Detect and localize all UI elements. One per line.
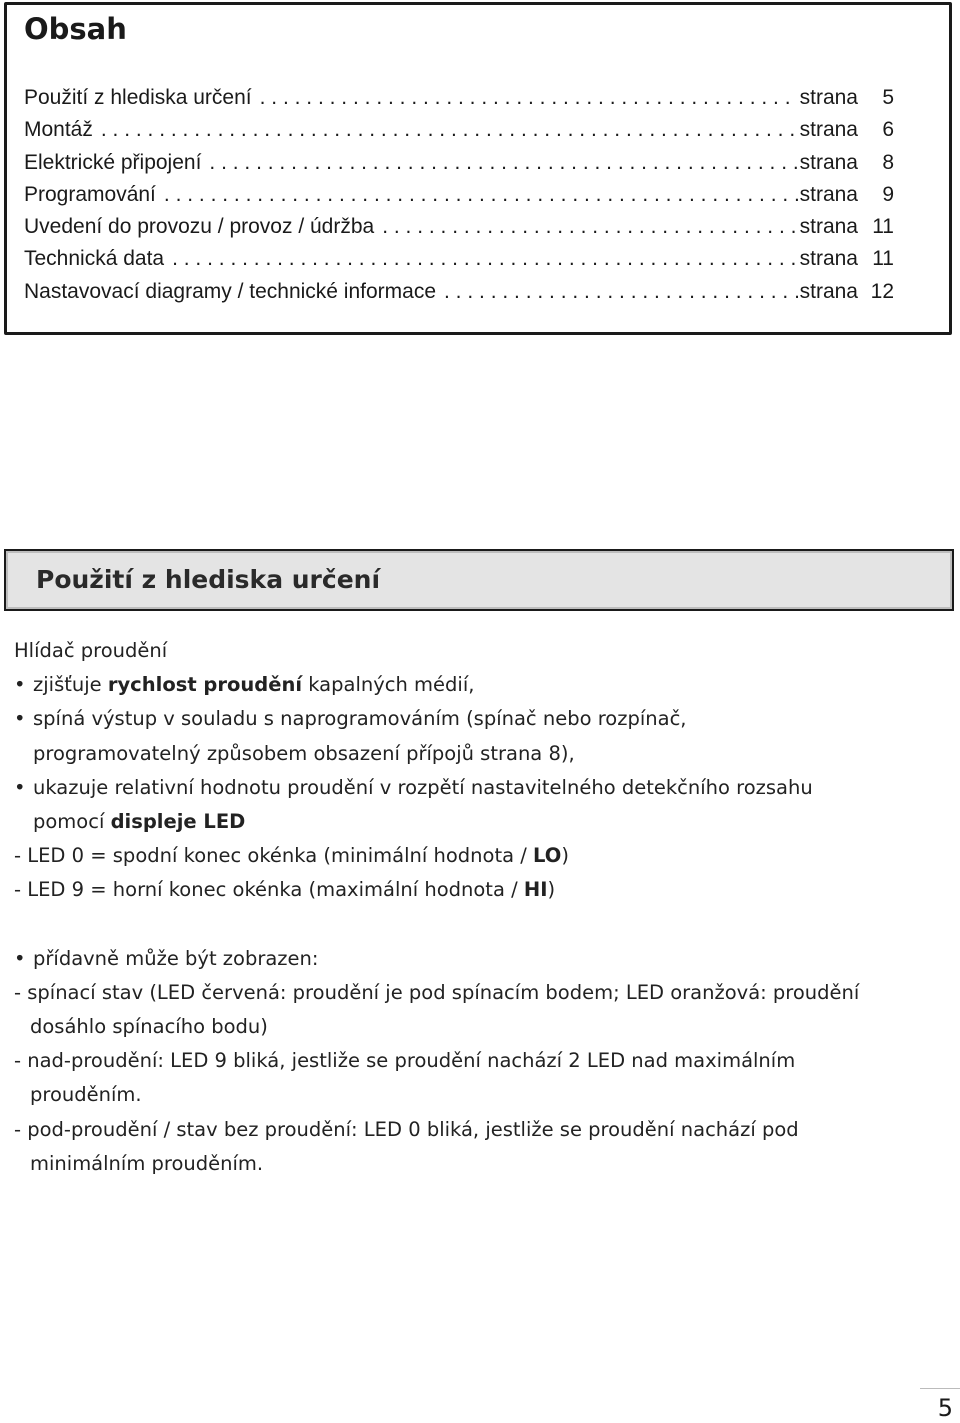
toc-leader-dots [164, 179, 798, 211]
toc-page-word: strana [799, 215, 858, 239]
toc-page-number: 11 [872, 247, 894, 271]
toc-entry-title: Použití z hlediska určení [24, 86, 252, 109]
toc-entry-title: Technická data [24, 247, 165, 271]
extra-item: - spínací stav (LED červená: proudění je pod spínacím bodem; LED oranžová: proudění [14, 980, 860, 1004]
spacer [14, 908, 934, 942]
toc-leader-dots [444, 276, 798, 308]
toc-leader-dots [382, 211, 797, 243]
bullet-item: • spíná výstup v souladu s naprogramováním (spínač nebo rozpínač, [14, 702, 934, 736]
toc-page-number: 12 [870, 279, 894, 303]
intro-text: Hlídač proudění [14, 639, 168, 662]
bold-term: LO [533, 844, 562, 868]
toc-entry[interactable] [24, 114, 894, 146]
toc-page-number: 8 [882, 150, 894, 174]
toc-entry[interactable] [24, 243, 894, 275]
toc-page-word: strana [799, 279, 858, 303]
toc-page-word: strana [799, 182, 858, 206]
toc-entry[interactable] [24, 82, 894, 114]
extra-item: - nad-proudění: LED 9 bliká, jestliže se proudění nachází 2 LED nad maximálním [14, 1049, 796, 1073]
bullet-icon: • [14, 707, 26, 731]
bold-term: rychlost proudění [107, 673, 303, 697]
toc-page-number: 11 [872, 215, 894, 239]
bullet-item: • přídavně může být zobrazen: [14, 942, 934, 976]
page-number: 5 [937, 1394, 953, 1422]
extra-item-continuation: dosáhlo spínacího bodu) [30, 1015, 268, 1039]
toc-page-number: 5 [882, 86, 894, 109]
toc-leader-dots [260, 82, 798, 114]
toc-entry-title: Montáž [24, 118, 93, 142]
toc-title: Obsah [24, 12, 127, 46]
toc-page-word: strana [799, 150, 858, 174]
toc-leader-dots [209, 147, 797, 179]
bullet-item: • ukazuje relativní hodnotu proudění v rozpětí nastavitelného detekčního rozsahu [14, 771, 934, 805]
toc-page-number: 6 [882, 118, 894, 142]
bullet-item: • zjišťuje rychlost proudění kapalných médií, [14, 668, 934, 702]
toc-list [24, 82, 894, 308]
toc-entry[interactable] [24, 147, 894, 179]
led-low-line: - LED 0 = spodní konec okénka (minimální hodnota / LO) [14, 844, 569, 868]
section-body [14, 634, 934, 1181]
bullet-continuation: programovatelný způsobem obsazení přípojů strana 8), [33, 741, 575, 765]
bold-term: HI [523, 878, 548, 902]
extra-item-continuation: minimálním prouděním. [30, 1151, 264, 1175]
bullet-icon: • [14, 946, 26, 970]
toc-entry-title: Uvedení do provozu / provoz / údržba [24, 215, 375, 239]
divider [920, 1388, 960, 1389]
toc-leader-dots [172, 243, 798, 275]
led-high-line: - LED 9 = horní konec okénka (maximální hodnota / HI) [14, 878, 556, 902]
bullet-icon: • [14, 775, 26, 799]
toc-page-word: strana [799, 247, 858, 271]
toc-entry[interactable] [24, 276, 894, 308]
toc-page-word: strana [799, 118, 858, 142]
bold-term: displeje LED [110, 809, 246, 833]
toc-page-number: 9 [882, 182, 894, 206]
toc-entry-title: Programování [24, 182, 156, 206]
toc-entry[interactable] [24, 179, 894, 211]
toc-entry[interactable] [24, 211, 894, 243]
bullet-icon: • [14, 673, 26, 697]
toc-page-word: strana [799, 86, 858, 109]
toc-entry-title: Nastavovací diagramy / technické informace [24, 279, 437, 303]
bullet-continuation: pomocí displeje LED [33, 809, 246, 833]
extra-item-continuation: prouděním. [30, 1083, 142, 1107]
toc-entry-title: Elektrické připojení [24, 150, 202, 174]
extra-item: - pod-proudění / stav bez proudění: LED 0 bliká, jestliže se proudění nachází pod [14, 1117, 799, 1141]
section-header-box [4, 549, 954, 611]
toc-leader-dots [101, 114, 798, 146]
section-title: Použití z hlediska určení [36, 565, 381, 594]
